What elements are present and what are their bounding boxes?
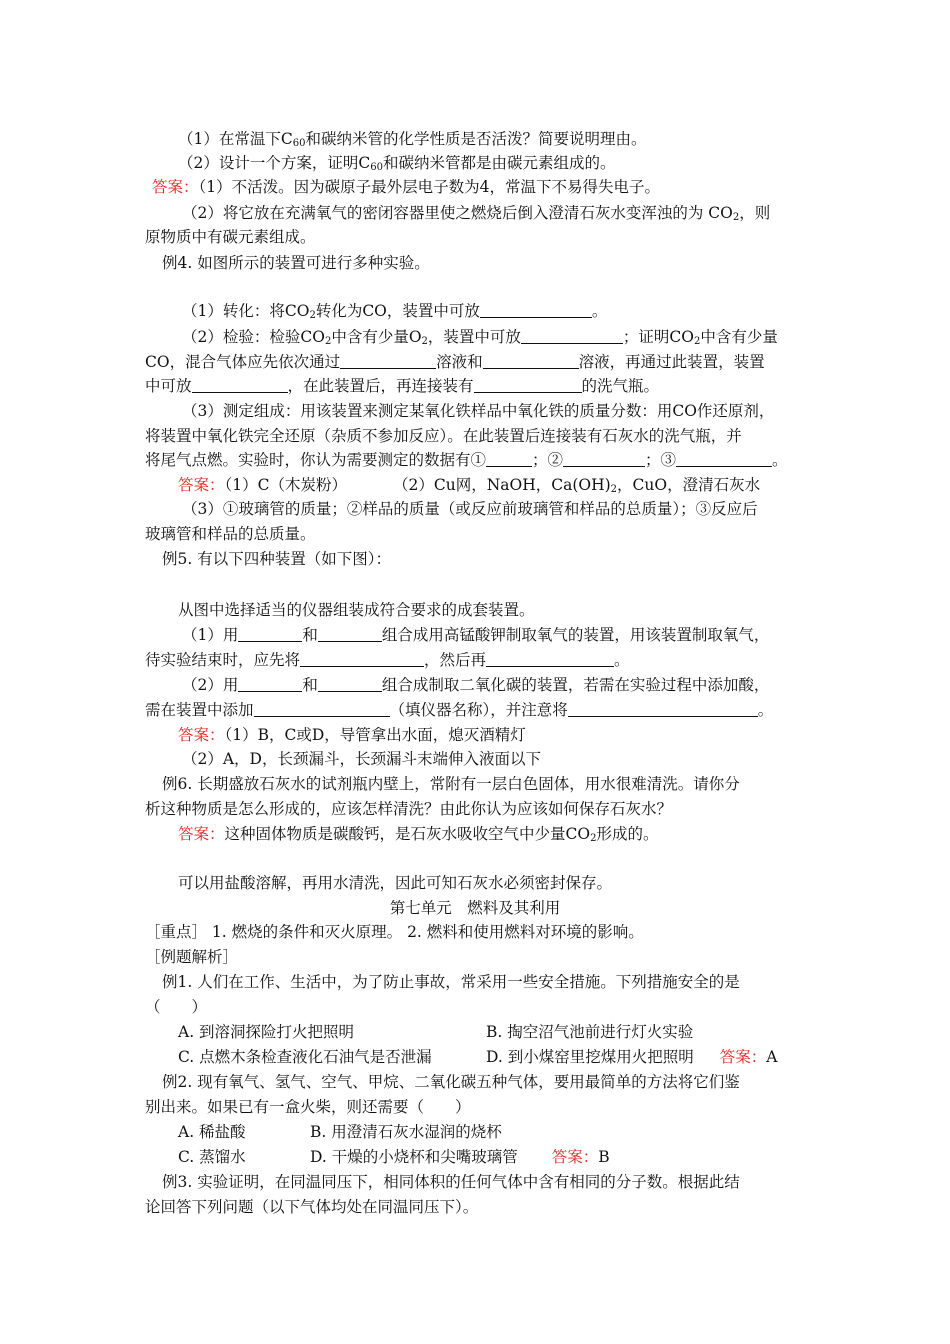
option-line: B. 用澄清石灰水湿润的烧杯: [310, 1123, 502, 1141]
question-line: 待实验结束时，应先将 ，然后再 。: [145, 651, 630, 669]
answer-line: 答案：（1）C（木炭粉） （2）Cu网，NaOH，$Ca(OH)_2$，CuO，澄清石灰水: [178, 476, 761, 495]
answer-label: 答案：: [719, 1048, 767, 1066]
answer-line: 答案：（1）B，C或D，导管拿出水面，熄灭酒精灯: [178, 726, 526, 744]
fill-blank[interactable]: [474, 377, 582, 393]
question-line: 需在装置中添加 （填仪器名称），并注意将 。: [145, 701, 774, 719]
option-line: B. 掏空沼气池前进行灯火实验: [486, 1023, 694, 1041]
example-4-title: 例4. 如图所示的装置可进行多种实验。: [162, 254, 430, 272]
question-line: CO，混合气体应先依次通过 溶液和 溶液，再通过此装置，装置: [145, 353, 765, 371]
option-line: A. 到溶洞探险打火把照明: [178, 1023, 355, 1041]
fill-blank[interactable]: [300, 651, 424, 667]
fill-blank[interactable]: [318, 676, 382, 692]
fill-blank[interactable]: [563, 451, 645, 467]
question-line: 将尾气点燃。实验时，你认为需要测定的数据有① ；② ；③ 。: [145, 451, 788, 469]
example-2-line: 例2. 现有氧气、氢气、空气、甲烷、二氧化碳五种气体，要用最简单的方法将它们鉴: [162, 1073, 740, 1091]
question-1-line: （1）在常温下$C_{60}$和碳纳米管的化学性质是否活泼？简要说明理由。: [178, 130, 647, 149]
question-line: 中可放 ，在此装置后，再连接装有 的洗气瓶。: [145, 377, 660, 395]
fill-blank[interactable]: [238, 626, 302, 642]
answer-line: （3）①玻璃管的质量；②样品的质量（或反应前玻璃管和样品的总质量）；③反应后: [182, 500, 758, 518]
question-line: （1）用 和 组合成用高锰酸钾制取氧气的装置，用该装置制取氧气，: [182, 626, 770, 644]
example-3-line: 论回答下列问题（以下气体均处在同温同压下）。: [145, 1198, 479, 1216]
fill-blank[interactable]: [521, 328, 623, 344]
answer-label: 答案：: [178, 476, 225, 494]
option-line: A. 稀盐酸: [178, 1123, 246, 1141]
question-2-line: （2）设计一个方案，证明$C_{60}$和碳纳米管都是由碳元素组成的。: [178, 154, 616, 173]
fill-blank[interactable]: [340, 353, 436, 369]
example-5-title: 例5. 有以下四种装置（如下图）：: [162, 550, 391, 568]
question-line: 从图中选择适当的仪器组装成符合要求的成套装置。: [178, 601, 535, 619]
example-2-line: 别出来。如果已有一盒火柴，则还需要（ ）: [145, 1098, 471, 1116]
question-line: （2）用 和 组合成制取二氧化碳的装置，若需在实验过程中添加酸，: [182, 676, 770, 694]
example-6-line: 析这种物质是怎么形成的，应该怎样清洗？由此你认为应该如何保存石灰水？: [145, 800, 673, 818]
answer-label: 答案：: [152, 178, 199, 196]
answer-label: 答案：: [178, 726, 225, 744]
fill-blank[interactable]: [483, 353, 579, 369]
fill-blank[interactable]: [254, 701, 390, 717]
example-3-line: 例3. 实验证明，在同温同压下，相同体积的任何气体中含有相同的分子数。根据此结: [162, 1173, 740, 1191]
unit-heading: 第七单元 燃料及其利用: [389, 899, 561, 917]
question-line: （2）检验：检验$CO_2$中含有少量$O_2$，装置中可放 ；证明$CO_2$中含有少量: [182, 328, 778, 347]
answer-line: 答案：（1）不活泼。因为碳原子最外层电子数为4，常温下不易得失电子。: [152, 178, 660, 196]
fill-blank[interactable]: [486, 651, 614, 667]
key-points: ［重点］ 1. 燃烧的条件和灭火原理。 2. 燃料和使用燃料对环境的影响。: [145, 923, 644, 941]
example-6-line: 例6. 长期盛放石灰水的试剂瓶内壁上，常附有一层白色固体，用水很难清洗。请你分: [162, 775, 740, 793]
answer-line: 玻璃管和样品的总质量。: [145, 525, 316, 543]
option-line: D. 到小煤窑里挖煤用火把照明 答案：A: [486, 1048, 778, 1066]
answer-label: 答案：: [178, 825, 225, 843]
option-line: D. 干燥的小烧杯和尖嘴玻璃管 答案：B: [310, 1148, 610, 1166]
fill-blank[interactable]: [568, 701, 758, 717]
example-1-line: 例1. 人们在工作、生活中，为了防止事故，常采用一些安全措施。下列措施安全的是: [162, 973, 740, 991]
option-line: C. 点燃木条检查液化石油气是否泄漏: [178, 1048, 432, 1066]
answer-line: 答案：这种固体物质是碳酸钙，是石灰水吸收空气中少量$CO_2$形成的。: [178, 825, 659, 844]
answer-line: 原物质中有碳元素组成。: [145, 228, 316, 246]
answer-label: 答案：: [551, 1148, 599, 1166]
example-1-line: （ ）: [145, 998, 208, 1016]
fill-blank[interactable]: [486, 451, 532, 467]
section-heading: ［例题解析］: [145, 948, 239, 966]
answer-line: 可以用盐酸溶解，再用水清洗，因此可知石灰水必须密封保存。: [178, 874, 613, 892]
answer-line: （2）A，D，长颈漏斗，长颈漏斗末端伸入液面以下: [182, 750, 541, 768]
option-line: C. 蒸馏水: [178, 1148, 246, 1166]
fill-blank[interactable]: [238, 676, 302, 692]
fill-blank[interactable]: [192, 377, 288, 393]
question-line: （1）转化：将$CO_2$转化为CO，装置中可放 。: [182, 302, 608, 321]
fill-blank[interactable]: [318, 626, 382, 642]
fill-blank[interactable]: [480, 302, 592, 318]
question-line: （3）测定组成：用该装置来测定某氧化铁样品中氧化铁的质量分数：用CO作还原剂，: [182, 402, 775, 420]
answer-line: （2）将它放在充满氧气的密闭容器里使之燃烧后倒入澄清石灰水变浑浊的为 $CO_2$，则: [182, 204, 771, 223]
fill-blank[interactable]: [676, 451, 772, 467]
question-line: 将装置中氧化铁完全还原（杂质不参加反应）。在此装置后连接装有石灰水的洗气瓶，并: [145, 427, 742, 445]
